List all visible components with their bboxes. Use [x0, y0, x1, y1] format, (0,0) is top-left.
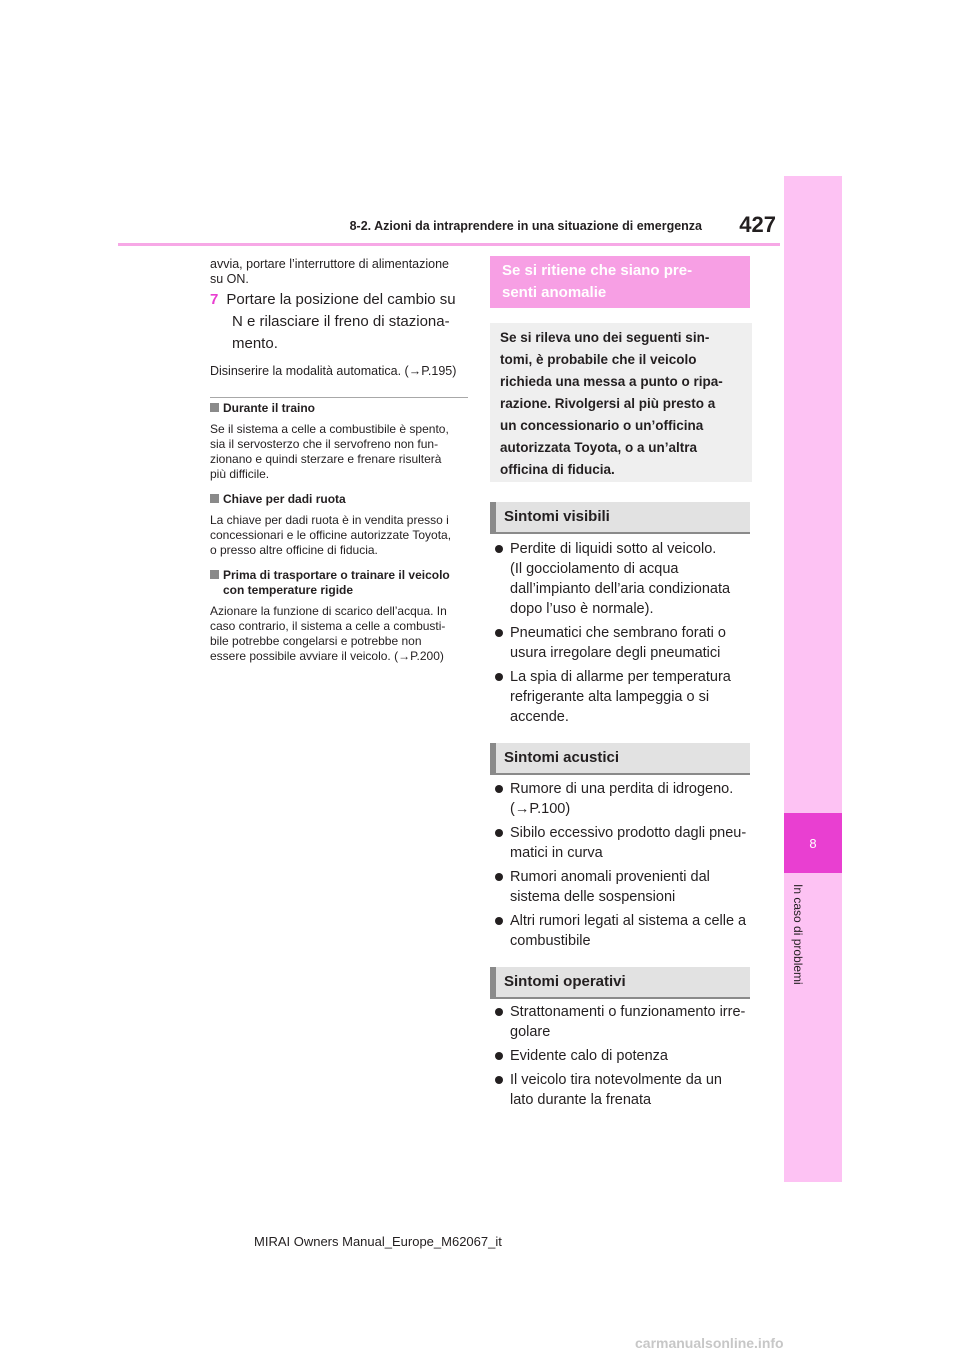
note-title: Durante il traino	[210, 401, 472, 416]
section-heading-acoustic: Sintomi acustici	[490, 743, 750, 773]
divider	[210, 397, 468, 398]
note-cold-transport: Prima di trasportare o trainare il veicolo con temperature rigide Azionare la funzione di scarico dell’acqua. In caso contrario, il sistema a celle a combusti- bile potrebbe congelarsi e potrebbe non essere possibile avviare il veicolo. (→P.200)	[210, 568, 472, 664]
acoustic-symptoms-list	[492, 779, 750, 955]
note-body: La chiave per dadi ruota è in vendita presso i concessionari e le officine autorizzate Toyota, o presso altre officine di fiducia.	[210, 513, 452, 557]
section-heading-operational: Sintomi operativi	[490, 967, 750, 997]
list-item: La spia di allarme per temperatura refrigerante alta lampeggia o si accende.	[492, 667, 750, 727]
list-item: Altri rumori legati al sistema a celle a combustibile	[492, 911, 750, 951]
footer-text: MIRAI Owners Manual_Europe_M62067_it	[254, 1234, 502, 1249]
list-item: Perdite di liquidi sotto al veicolo. (Il gocciolamento di acqua dall’impianto dell’aria condizionata dopo l’uso è normale).	[492, 539, 750, 619]
square-bullet-icon	[210, 570, 219, 579]
section-heading-visible: Sintomi visibili	[490, 502, 750, 532]
page-number: 427	[739, 212, 776, 237]
list-item: Strattonamenti o funzionamento irre- golare	[492, 1002, 750, 1042]
note-wheel-wrench	[210, 492, 472, 558]
step-note: Disinserire la modalità automatica. (→P.195)	[210, 364, 457, 378]
section-title: 8-2. Azioni da intraprendere in una situazione di emergenza	[349, 219, 702, 233]
operational-symptoms-list	[492, 1002, 750, 1114]
note-towing	[210, 401, 472, 482]
list-item: Pneumatici che sembrano forati o usura irregolare degli pneumatici	[492, 623, 750, 663]
list-item: Rumori anomali provenienti dal sistema delle sospensioni	[492, 867, 750, 907]
visible-symptoms-list	[492, 539, 750, 731]
list-item: Evidente calo di potenza	[492, 1046, 750, 1066]
note-body: Azionare la funzione di scarico dell’acqua. In caso contrario, il sistema a celle a combusti- bile potrebbe congelarsi e potrebbe non essere possibile avviare il veicolo. (→P.200)	[210, 604, 447, 663]
anomalies-header: Se si ritiene che siano pre- senti anomalie	[490, 256, 750, 308]
intro-text: avvia, portare l’interruttore di alimentazione su ON.	[210, 257, 450, 286]
chapter-side-tab	[784, 176, 842, 1182]
square-bullet-icon	[210, 494, 219, 503]
chapter-number: 8	[784, 813, 842, 873]
list-item: Rumore di una perdita di idrogeno. (→P.100)	[492, 779, 750, 819]
intro-box: Se si rileva uno dei seguenti sin- tomi, è probabile che il veicolo richieda una messa a punto o ripa- razione. Rivolgersi al più presto a un concessionario o un’officina autorizzata Toyota, o a un’altra officina di fiducia.	[490, 323, 752, 482]
step-number: 7	[210, 291, 219, 308]
watermark: carmanualsonline.info	[635, 1335, 784, 1351]
note-title: Chiave per dadi ruota	[210, 492, 472, 507]
chapter-title: In caso di problemi	[791, 884, 805, 985]
list-item: Il veicolo tira notevolmente da un lato durante la frenata	[492, 1070, 750, 1110]
note-title: Prima di trasportare o trainare il veicolo	[210, 568, 472, 583]
note-body: Se il sistema a celle a combustibile è spento, sia il servosterzo che il servofreno non fun- zionano e quindi sterzare e frenare risulterà più difficile.	[210, 422, 449, 481]
list-item: Sibilo eccessivo prodotto dagli pneu- matici in curva	[492, 823, 750, 863]
step-7: 7 Portare la posizione del cambio su N e rilasciare il freno di staziona- mento.	[210, 291, 456, 352]
header-divider	[118, 243, 780, 246]
square-bullet-icon	[210, 403, 219, 412]
